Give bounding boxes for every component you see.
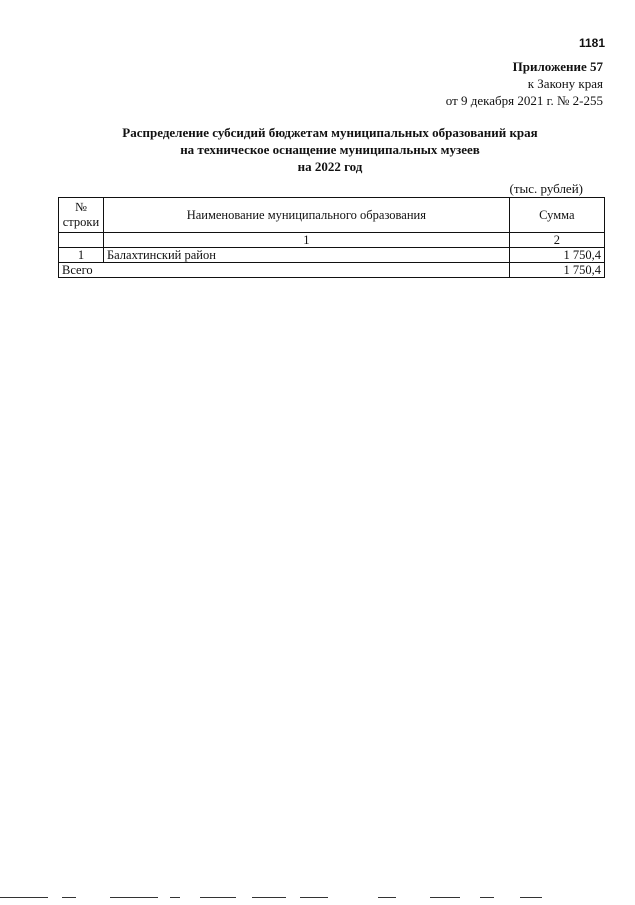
subsidy-table (58, 197, 605, 278)
municipality-name-cell: Балахтинский район (103, 248, 509, 263)
footer-scan-marks (0, 897, 635, 901)
index-cell-name: 1 (103, 233, 509, 248)
header-municipality-name: Наименование муниципального образования (103, 198, 509, 233)
total-sum-cell: 1 750,4 (509, 263, 604, 278)
units-label: (тыс. рублей) (509, 181, 583, 196)
table-header-row (59, 198, 605, 233)
document-title-line-3: на 2022 год (297, 159, 363, 174)
total-label-cell: Всего (59, 263, 510, 278)
header-sum: Сумма (509, 198, 604, 233)
appendix-block (446, 58, 603, 109)
index-cell-empty (59, 233, 104, 248)
document-title (0, 124, 635, 175)
sum-cell: 1 750,4 (509, 248, 604, 263)
appendix-title: Приложение 57 (512, 59, 603, 74)
document-title-line-2: на техническое оснащение муниципальных музеев (180, 142, 480, 157)
document-title-line-1: Распределение субсидий бюджетам муниципальных образований края (122, 125, 538, 140)
table-total-row (59, 263, 605, 278)
header-row-number-symbol: № (75, 200, 87, 214)
appendix-law-ref: к Закону края (527, 76, 603, 91)
header-row-number-word: строки (62, 215, 100, 229)
header-row-number (59, 198, 104, 233)
table-row (59, 248, 605, 263)
table-index-row (59, 233, 605, 248)
appendix-law-date: от 9 декабря 2021 г. № 2-255 (445, 93, 603, 108)
row-number-cell: 1 (59, 248, 104, 263)
page-number: 1181 (578, 36, 605, 50)
index-cell-sum: 2 (509, 233, 604, 248)
